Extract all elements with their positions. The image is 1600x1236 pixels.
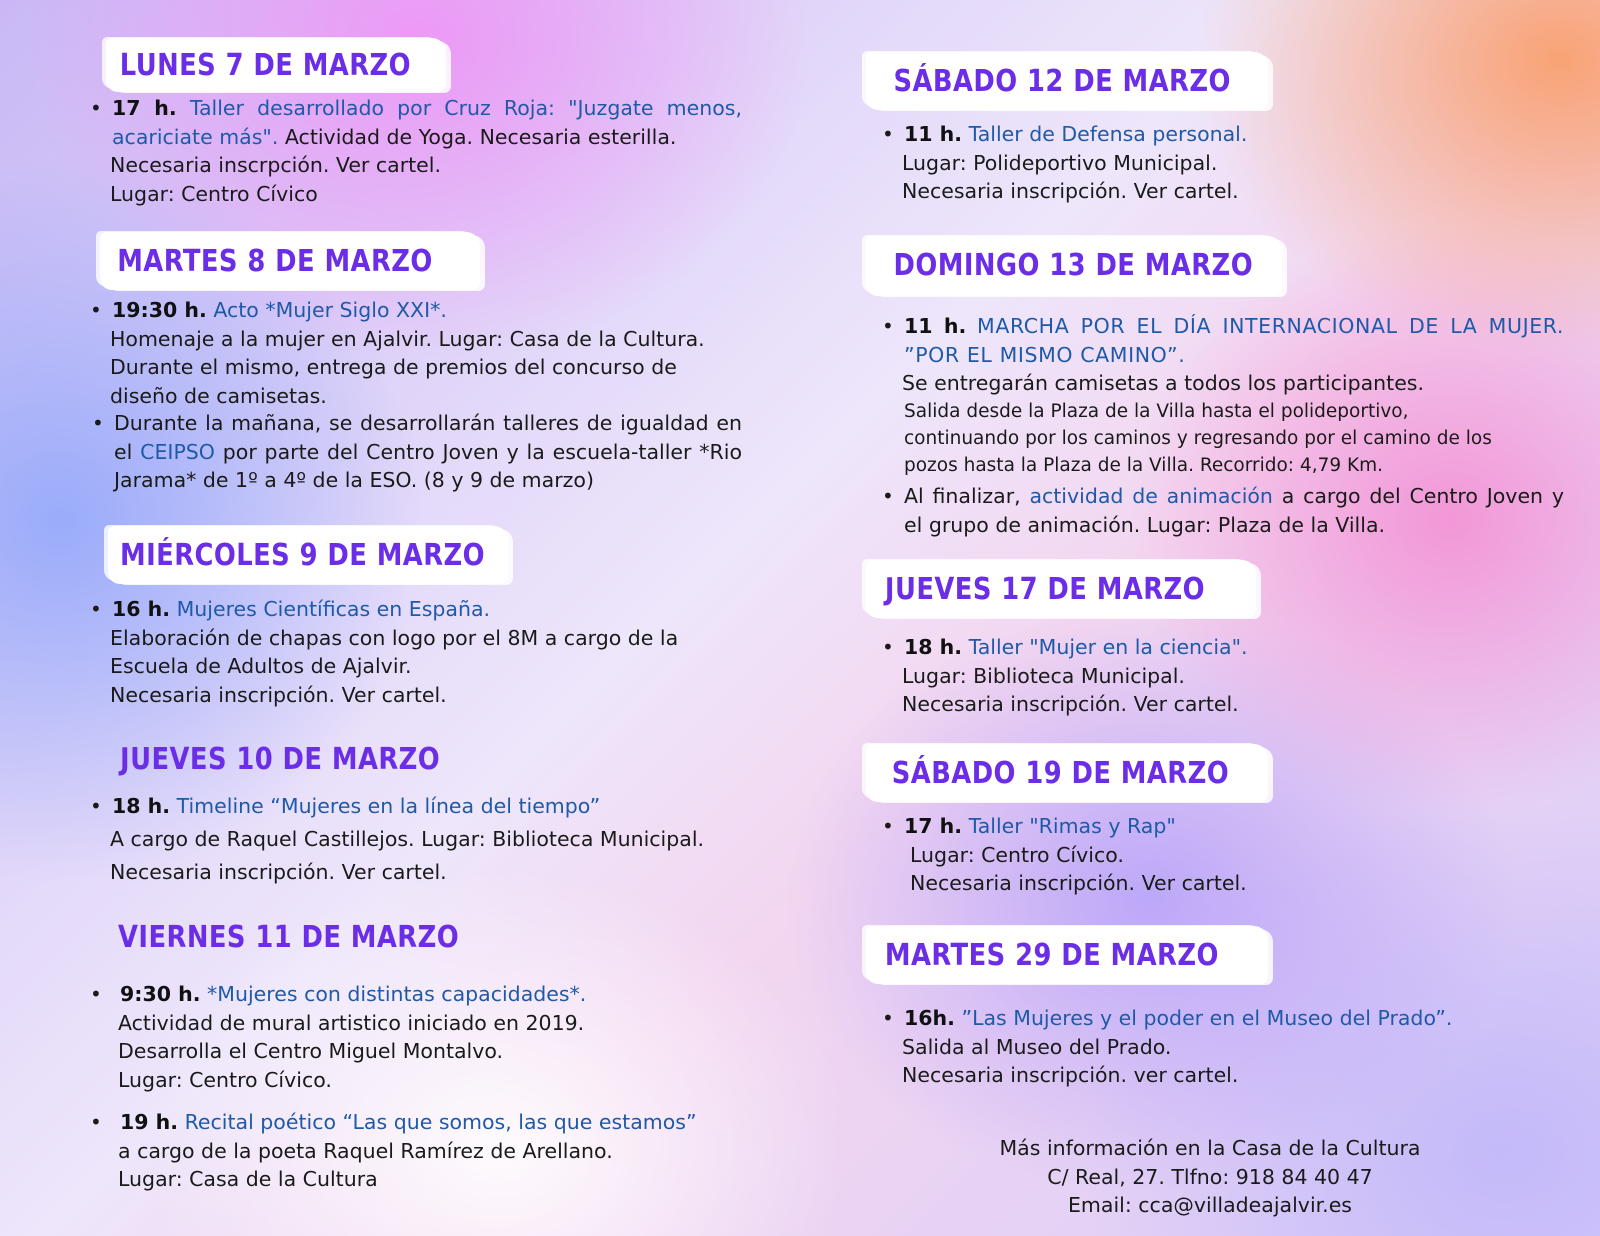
event-lunes-7: • 17 h. Taller desarrollado por Cruz Roja: "Juzgate menos, acariciate más". Actividad de Yoga. Necesaria esterilla. Necesaria inscrpción. Ver cartel. Lugar: Centro Cívico <box>90 96 742 206</box>
event-jueves-10: • 18 h. Timeline “Mujeres en la línea del tiempo” A cargo de Raquel Castillejos. Lugar: Biblioteca Municipal. Necesaria inscripción. Ver cartel. <box>90 794 705 884</box>
event-martes-8-talleres: • Durante la mañana, se desarrollarán talleres de igualdad en el CEIPSO por parte del Centro Joven y la escuela-taller *Rio Jarama* de 1º a 4º de la ESO. (8 y 9 de marzo) <box>92 411 742 492</box>
heading-jueves-10: JUEVES 10 DE MARZO <box>120 742 441 777</box>
event-viernes-11-recital: • 19 h. Recital poético “Las que somos, las que estamos” a cargo de la poeta Raquel Ramírez de Arellano. Lugar: Casa de la Cultura <box>90 1110 697 1191</box>
heading-martes-8: MARTES 8 DE MARZO <box>100 232 480 290</box>
heading-sabado-12: SÁBADO 12 DE MARZO <box>866 52 1268 110</box>
heading-sabado-19: SÁBADO 19 DE MARZO <box>866 744 1268 802</box>
contact-line-1: Más información en la Casa de la Cultura <box>999 1136 1421 1160</box>
contact-info <box>940 1134 1480 1220</box>
event-sabado-19: • 17 h. Taller "Rimas y Rap" Lugar: Centro Cívico. Necesaria inscripción. Ver cartel. <box>882 814 1247 895</box>
event-martes-8-acto: • 19:30 h. Acto *Mujer Siglo XXI*. Homenaje a la mujer en Ajalvir. Lugar: Casa de la Cultura. Durante el mismo, entrega de premios del concurso de diseño de camisetas. <box>90 298 705 408</box>
heading-jueves-17: JUEVES 17 DE MARZO <box>866 560 1256 618</box>
heading-viernes-11: VIERNES 11 DE MARZO <box>118 920 460 955</box>
heading-martes-29: MARTES 29 DE MARZO <box>866 926 1268 984</box>
heading-domingo-13: DOMINGO 13 DE MARZO <box>866 236 1282 296</box>
heading-lunes-7: LUNES 7 DE MARZO <box>106 38 446 92</box>
event-domingo-13-animacion: • Al finalizar, actividad de animación a cargo del Centro Joven y el grupo de animación. Lugar: Plaza de la Villa. <box>882 484 1564 537</box>
heading-miercoles-9: MIÉRCOLES 9 DE MARZO <box>108 526 508 584</box>
contact-line-2: C/ Real, 27. Tlfno: 918 84 40 47 <box>1047 1164 1373 1189</box>
event-jueves-17: • 18 h. Taller "Mujer en la ciencia". Lugar: Biblioteca Municipal. Necesaria inscripción. Ver cartel. <box>882 635 1248 716</box>
event-martes-29: • 16h. ”Las Mujeres y el poder en el Museo del Prado”. Salida al Museo del Prado. Necesaria inscripción. ver cartel. <box>882 1006 1453 1087</box>
event-sabado-12: • 11 h. Taller de Defensa personal. Lugar: Polideportivo Municipal. Necesaria inscripción. Ver cartel. <box>882 122 1248 203</box>
event-domingo-13-marcha: • 11 h. MARCHA POR EL DÍA INTERNACIONAL DE LA MUJER. ”POR EL MISMO CAMINO”. Se entregarán camisetas a todos los participantes. Salida desde la Plaza de la Villa hasta el polideportivo, continuando por los caminos y regresando por el camino de los pozos hasta la Plaza de la Villa. Recorrido: 4,79 Km. <box>882 314 1565 476</box>
contact-email: Email: cca@villadeajalvir.es <box>1067 1193 1352 1217</box>
event-viernes-11-mural: • 9:30 h. *Mujeres con distintas capacidades*. Actividad de mural artistico iniciado en 2019. Desarrolla el Centro Miguel Montalvo. Lugar: Centro Cívico. <box>90 982 587 1092</box>
event-miercoles-9: • 16 h. Mujeres Científicas en España. Elaboración de chapas con logo por el 8M a cargo de la Escuela de Adultos de Ajalvir. Necesaria inscripción. Ver cartel. <box>90 597 679 707</box>
